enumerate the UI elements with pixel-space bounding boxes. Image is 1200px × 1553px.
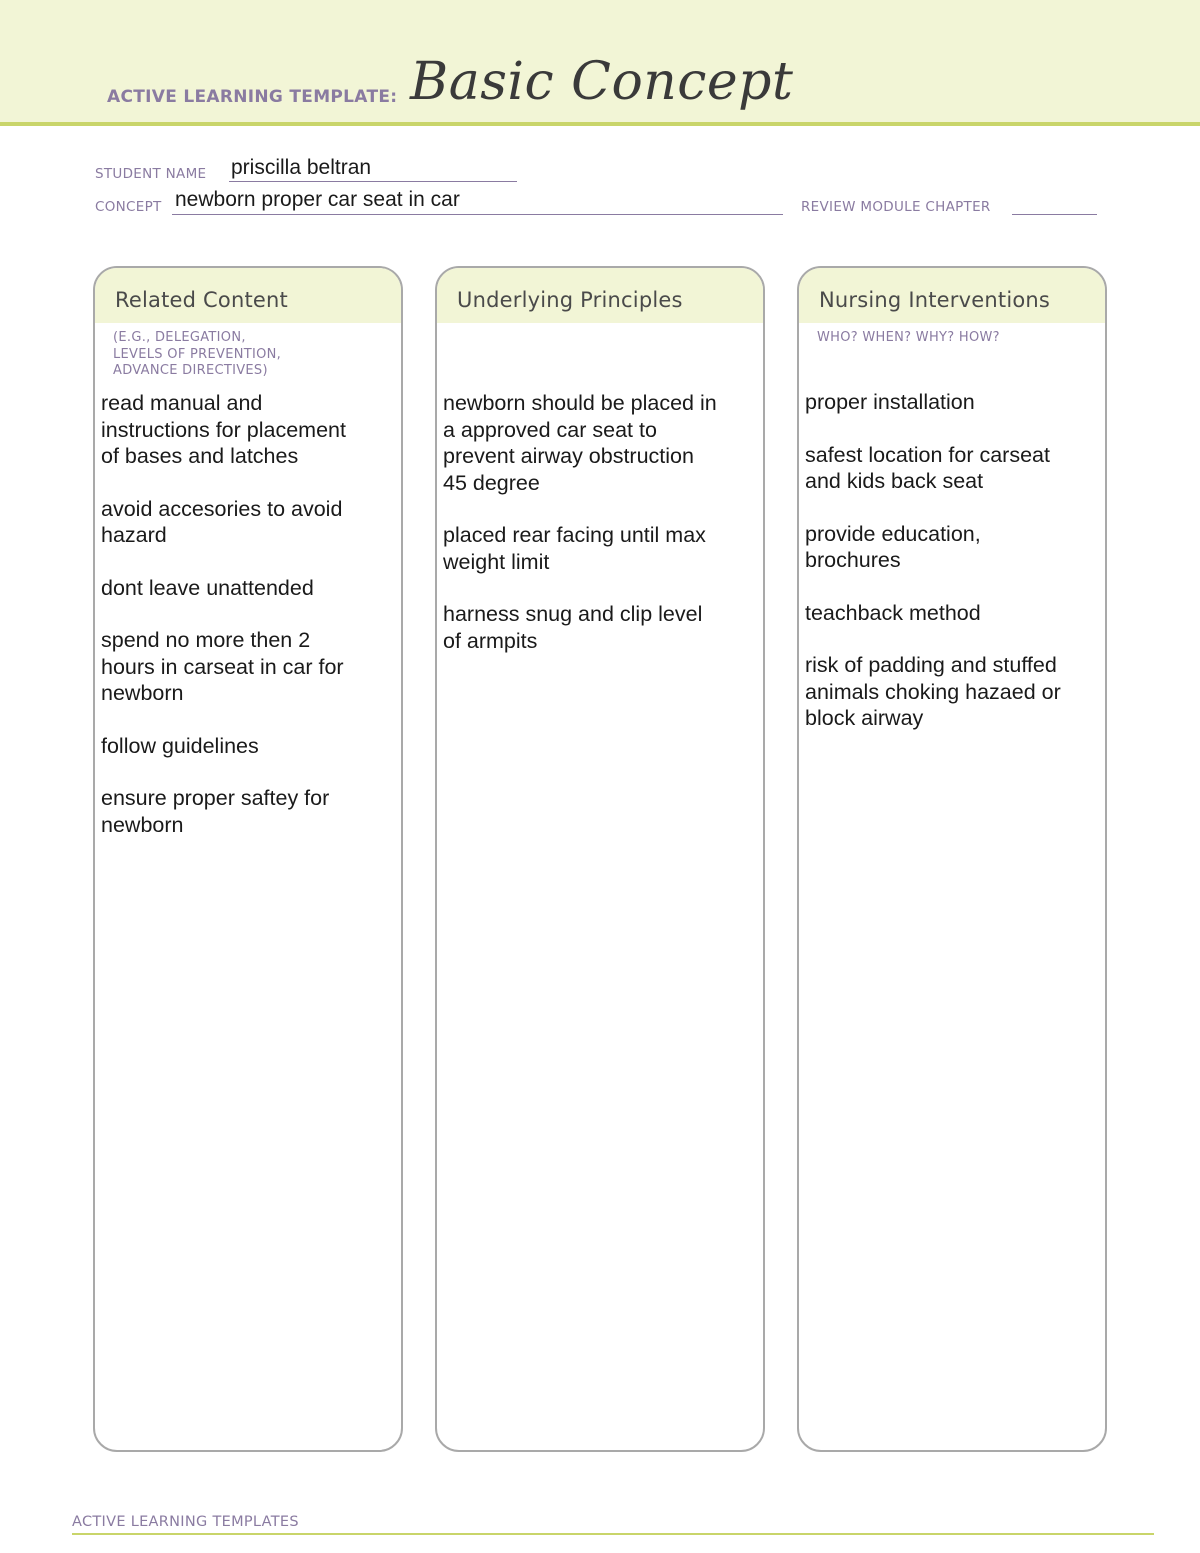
list-item: avoid accesories to avoid hazard (101, 496, 343, 547)
panel-subtitle-line: ADVANCE DIRECTIVES) (113, 363, 268, 378)
underlying-principles-panel (435, 266, 765, 1452)
related-content-text-area[interactable] (101, 390, 393, 864)
list-item: placed rear facing until max weight limit (443, 523, 706, 574)
panel-subtitle (817, 330, 1000, 347)
list-item: provide education, brochures (805, 521, 981, 572)
underlying-principles-text-area[interactable] (443, 390, 755, 680)
list-item: ensure proper saftey for newborn (101, 786, 330, 837)
page-title: Basic Concept (410, 52, 794, 112)
list-item: read manual and instructions for placement of bases and latches (101, 391, 346, 468)
student-name-underline (229, 181, 517, 182)
list-item: harness snug and clip level of armpits (443, 602, 703, 653)
student-name-field[interactable]: priscilla beltran (231, 156, 372, 179)
list-item: spend no more then 2 hours in carseat in car for newborn (101, 628, 344, 705)
list-item: newborn should be placed in a approved car seat to prevent airway obstruction 45 degree (443, 391, 717, 495)
list-item: proper installation (805, 390, 975, 414)
list-item: safest location for carseat and kids back seat (805, 442, 1050, 493)
nursing-interventions-panel (797, 266, 1107, 1452)
footer-label: ACTIVE LEARNING TEMPLATES (72, 1514, 299, 1530)
panel-title: Nursing Interventions (819, 288, 1051, 312)
panel-title: Underlying Principles (457, 288, 683, 312)
list-item: follow guidelines (101, 733, 259, 758)
list-item: dont leave unattended (101, 575, 314, 600)
panel-subtitle-line: (E.G., DELEGATION, (113, 330, 246, 345)
review-module-chapter-label: REVIEW MODULE CHAPTER (801, 199, 991, 215)
footer-rule (72, 1533, 1154, 1535)
header-rule (0, 122, 1200, 126)
panel-subtitle-line: WHO? WHEN? WHY? HOW? (817, 330, 1000, 345)
concept-underline (172, 214, 783, 215)
template-label: ACTIVE LEARNING TEMPLATE: (107, 87, 398, 107)
panel-title: Related Content (115, 288, 288, 312)
panel-subtitle-line: LEVELS OF PREVENTION, (113, 346, 282, 362)
student-name-label: STUDENT NAME (95, 166, 207, 182)
list-item: risk of padding and stuffed animals choking hazaed or block airway (805, 653, 1061, 730)
panel-subtitle (113, 330, 281, 380)
concept-field[interactable]: newborn proper car seat in car (175, 188, 460, 211)
nursing-interventions-text-area[interactable] (805, 389, 1097, 758)
related-content-panel (93, 266, 403, 1452)
review-module-chapter-field[interactable] (1012, 214, 1097, 215)
concept-label: CONCEPT (95, 199, 162, 215)
list-item: teachback method (805, 600, 981, 625)
